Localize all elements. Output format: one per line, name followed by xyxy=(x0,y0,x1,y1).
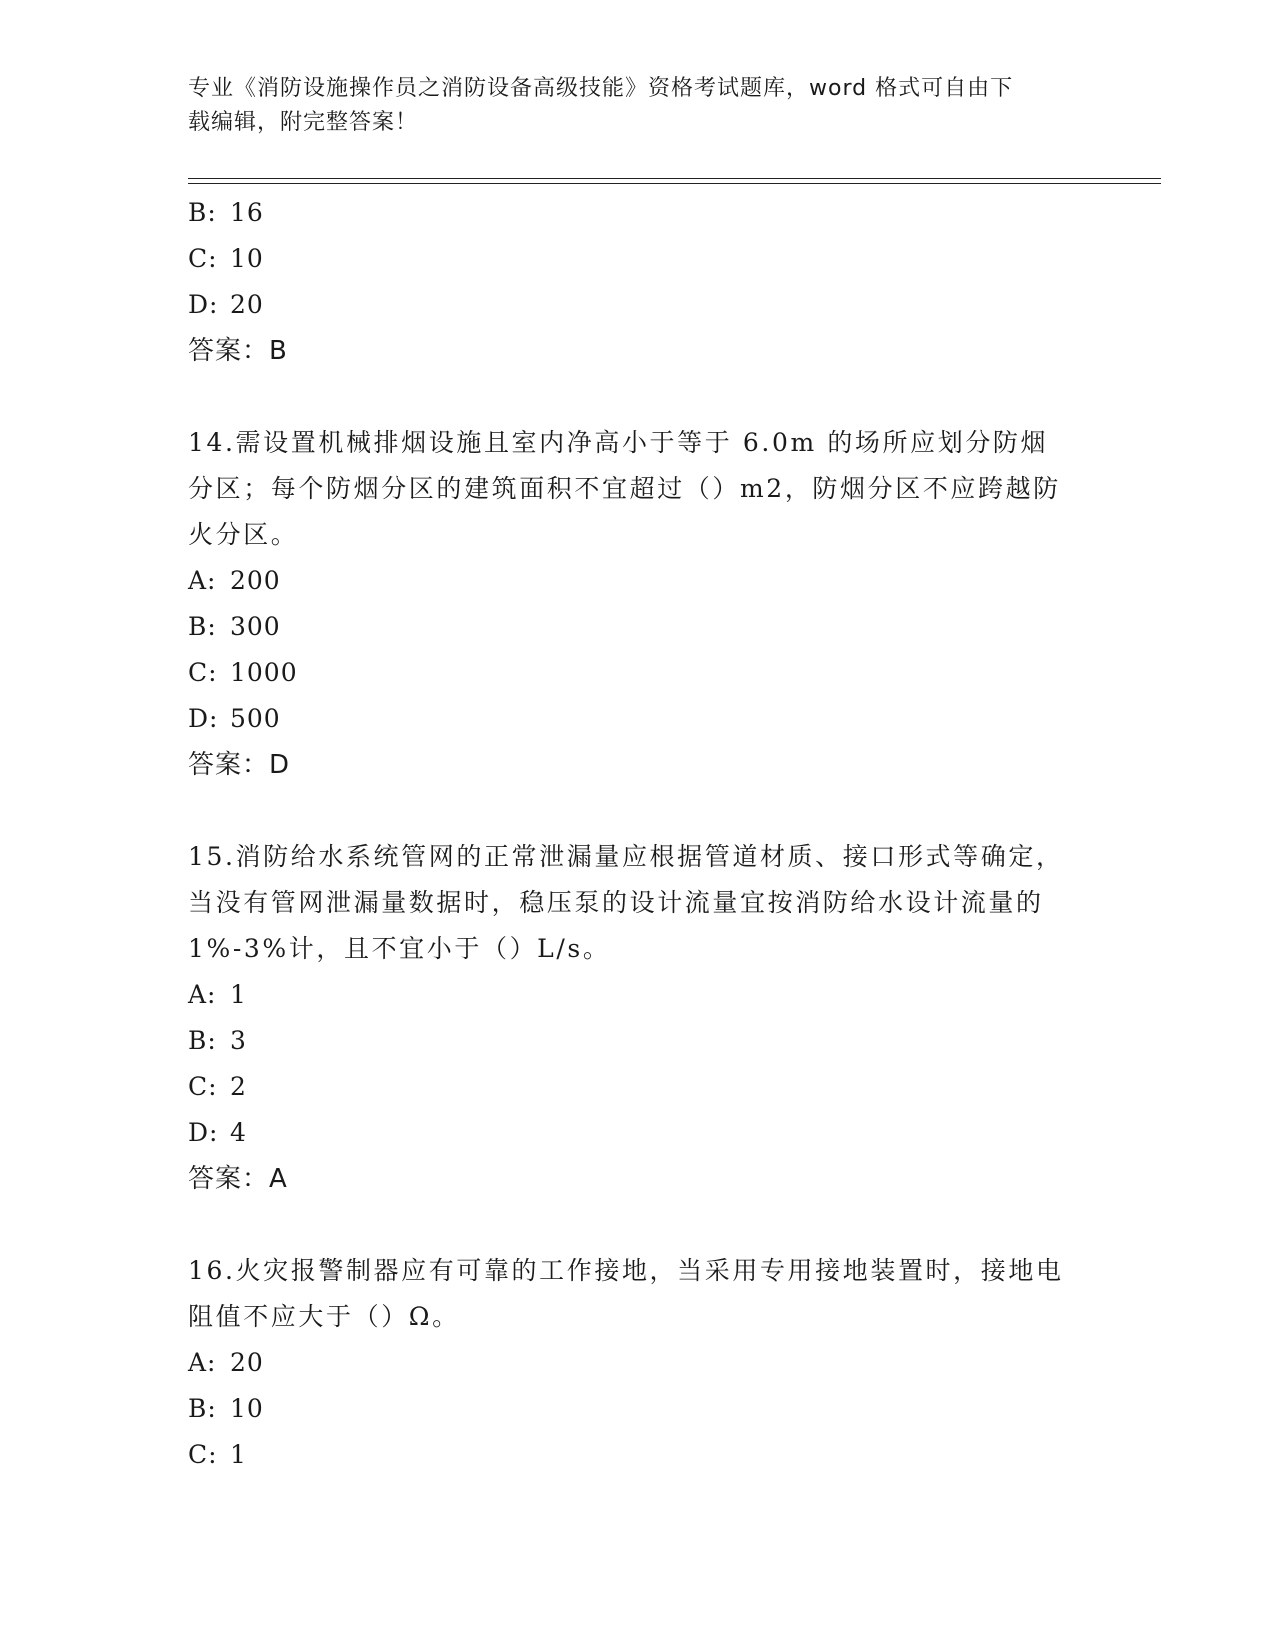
option-label: C: xyxy=(188,1072,218,1101)
option-value: 300 xyxy=(230,612,281,641)
option-value: 20 xyxy=(230,1348,264,1377)
option-label: B: xyxy=(188,1026,217,1055)
option-label: C: xyxy=(188,658,218,687)
option-label: D: xyxy=(188,1118,219,1147)
option-value: 1000 xyxy=(230,658,298,687)
option-label: C: xyxy=(188,1440,218,1469)
option-value: 2 xyxy=(230,1072,247,1101)
option-d xyxy=(188,1110,1088,1156)
option-label: B: xyxy=(188,1394,217,1423)
option-a xyxy=(188,558,1088,604)
option-label: C: xyxy=(188,244,218,273)
option-c xyxy=(188,650,1088,696)
option-b xyxy=(188,1018,1088,1064)
option-c xyxy=(188,1432,1088,1478)
option-label: A: xyxy=(188,980,217,1009)
answer-line: 答案：D xyxy=(188,750,291,780)
option-label: A: xyxy=(188,566,217,595)
option-value: 1 xyxy=(230,980,247,1009)
option-b xyxy=(188,1386,1088,1432)
option-value: 1 xyxy=(230,1440,247,1469)
option-d xyxy=(188,696,1088,742)
option-a xyxy=(188,1340,1088,1386)
question-block-16 xyxy=(188,1248,1088,1478)
header-line-1: 专业《消防设施操作员之消防设备高级技能》资格考试题库，word 格式可自由下 xyxy=(188,76,1014,101)
header-line-2: 载编辑，附完整答案！ xyxy=(188,110,419,135)
option-value: 3 xyxy=(230,1026,247,1055)
option-b xyxy=(188,604,1088,650)
option-value: 500 xyxy=(230,704,281,733)
question-text: 15.消防给水系统管网的正常泄漏量应根据管道材质、接口形式等确定，当没有管网泄漏量数据时，稳压泵的设计流量宜按消防给水设计流量的 1%-3%计，且不宜小于（）L/s。 xyxy=(188,842,1064,963)
document-header xyxy=(188,72,1068,140)
option-value: 200 xyxy=(230,566,281,595)
option-b xyxy=(188,190,1088,236)
option-label: A: xyxy=(188,1348,217,1377)
header-divider-bottom xyxy=(188,183,1161,184)
option-c xyxy=(188,1064,1088,1110)
answer-line: 答案：B xyxy=(188,336,288,366)
question-block-14 xyxy=(188,420,1088,788)
question-text: 16.火灾报警制器应有可靠的工作接地，当采用专用接地装置时，接地电阻值不应大于（）Ω。 xyxy=(188,1256,1064,1331)
option-c xyxy=(188,236,1088,282)
option-value: 4 xyxy=(230,1118,247,1147)
question-block-13 xyxy=(188,190,1088,374)
question-text: 14.需设置机械排烟设施且室内净高小于等于 6.0m 的场所应划分防烟分区；每个防烟分区的建筑面积不宜超过（）m2，防烟分区不应跨越防火分区。 xyxy=(188,428,1061,549)
question-block-15 xyxy=(188,834,1088,1202)
option-value: 20 xyxy=(230,290,264,319)
answer-line: 答案：A xyxy=(188,1164,288,1194)
option-value: 10 xyxy=(230,1394,264,1423)
option-label: B: xyxy=(188,612,217,641)
header-divider-top xyxy=(188,178,1161,179)
question-list xyxy=(188,190,1088,1478)
option-value: 16 xyxy=(230,198,264,227)
option-value: 10 xyxy=(230,244,264,273)
option-label: D: xyxy=(188,704,219,733)
option-d xyxy=(188,282,1088,328)
option-label: D: xyxy=(188,290,219,319)
option-a xyxy=(188,972,1088,1018)
option-label: B: xyxy=(188,198,217,227)
